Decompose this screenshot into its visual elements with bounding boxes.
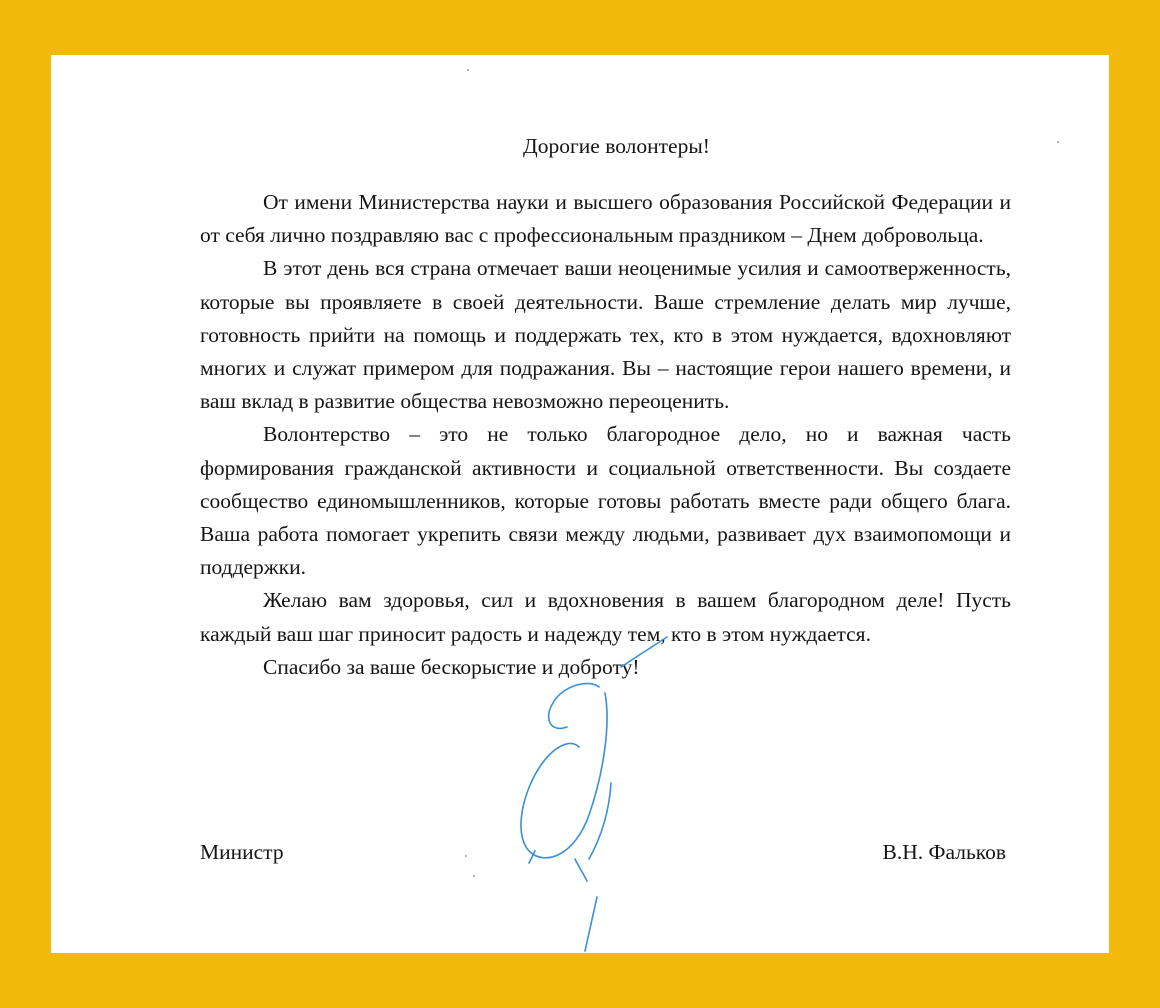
letter-paragraph: От имени Министерства науки и высшего образования Российской Федерации и от себя лично поздравляю вас с профессиональным праздником – Днем добровольца. (200, 190, 1011, 248)
letter-paragraph: Волонтерство – это не только благородное дело, но и важная часть формирования гражданской активности и социальной ответственности. Вы создаете сообщество единомышленников, которые готовы работать вместе ради общего блага. Ваша работа помогает укрепить связи между людьми, развивает дух взаимопомощи и поддержки. (200, 422, 1011, 580)
letter-sheet (51, 55, 1109, 953)
paper-speck (473, 875, 475, 877)
signer-name: В.Н. Фальков (882, 840, 1006, 864)
paper-speck (467, 69, 469, 71)
letter-body (200, 129, 1011, 684)
paper-speck (465, 855, 467, 857)
signer-title: Министр (200, 840, 284, 864)
letter-paragraph: В этот день вся страна отмечает ваши неоценимые усилия и самоотверженность, которые вы проявляете в своей деятельности. Ваше стремление делать мир лучше, готовность прийти на помощь и поддержать тех, кто в этом нуждается, вдохновляют многих и служат примером для подражания. Вы – настоящие герои нашего времени, и ваш вклад в развитие общества невозможно переоценить. (200, 256, 1011, 414)
letter-greeting: Дорогие волонтеры! (523, 134, 710, 158)
letter-paragraph: Желаю вам здоровья, сил и вдохновения в вашем благородном деле! Пусть каждый ваш шаг приносит радость и надежду тем, кто в этом нуждается. (200, 588, 1011, 646)
letter-closing-line: Спасибо за ваше бескорыстие и доброту! (263, 654, 640, 679)
paper-speck (1057, 141, 1059, 143)
